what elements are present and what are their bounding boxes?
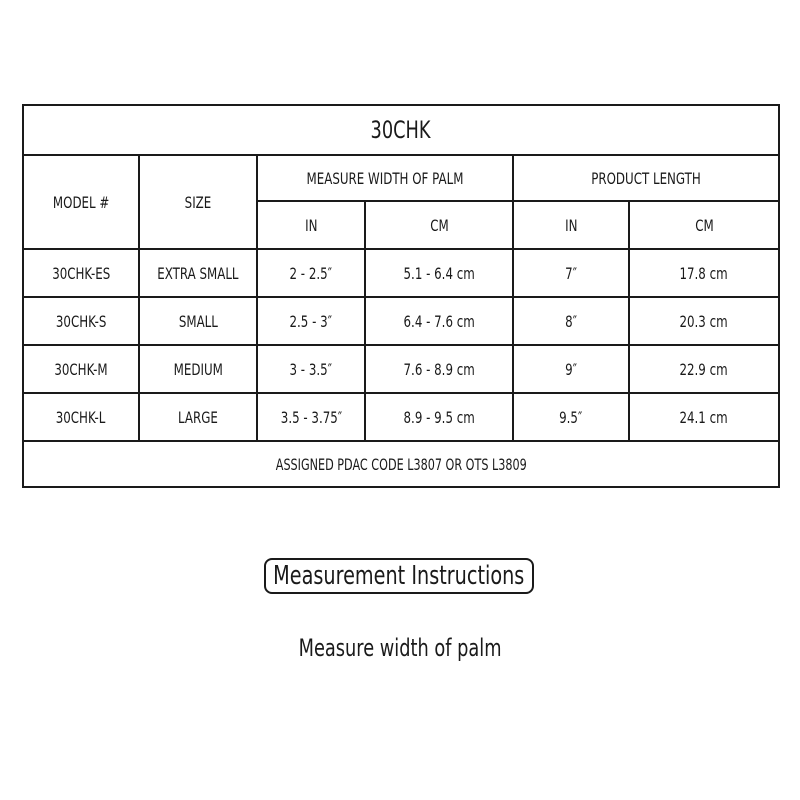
cell-size: MEDIUM — [139, 345, 257, 393]
table-row — [23, 345, 779, 393]
cell-model: 30CHK-L — [23, 393, 139, 441]
cell-model: 30CHK-M — [23, 345, 139, 393]
cell-length-cm: 17.8 cm — [629, 249, 779, 297]
table-header-row — [23, 155, 779, 201]
header-palm-cm: CM — [365, 201, 513, 249]
header-size: SIZE — [139, 155, 257, 249]
table-row — [23, 393, 779, 441]
header-palm-in: IN — [257, 201, 365, 249]
cell-palm-in: 2 - 2.5″ — [257, 249, 365, 297]
cell-palm-cm: 6.4 - 7.6 cm — [365, 297, 513, 345]
cell-palm-in: 3.5 - 3.75″ — [257, 393, 365, 441]
table-row — [23, 297, 779, 345]
cell-length-in: 7″ — [513, 249, 629, 297]
cell-model: 30CHK-ES — [23, 249, 139, 297]
cell-size: EXTRA SMALL — [139, 249, 257, 297]
size-chart-table — [22, 104, 780, 488]
cell-palm-cm: 7.6 - 8.9 cm — [365, 345, 513, 393]
cell-size: SMALL — [139, 297, 257, 345]
cell-palm-in: 3 - 3.5″ — [257, 345, 365, 393]
cell-length-in: 9″ — [513, 345, 629, 393]
cell-palm-cm: 5.1 - 6.4 cm — [365, 249, 513, 297]
measurement-instructions-body: Measure width of palm — [298, 634, 502, 662]
cell-model: 30CHK-S — [23, 297, 139, 345]
table-footer-row — [23, 441, 779, 487]
cell-palm-cm: 8.9 - 9.5 cm — [365, 393, 513, 441]
cell-size: LARGE — [139, 393, 257, 441]
measurement-instructions-text — [200, 634, 600, 662]
header-length-in: IN — [513, 201, 629, 249]
table-title-row — [23, 105, 779, 155]
header-model: MODEL # — [23, 155, 139, 249]
table-title: 30CHK — [23, 105, 779, 155]
header-length-cm: CM — [629, 201, 779, 249]
table-row — [23, 249, 779, 297]
cell-length-in: 9.5″ — [513, 393, 629, 441]
cell-length-cm: 22.9 cm — [629, 345, 779, 393]
cell-length-in: 8″ — [513, 297, 629, 345]
measurement-instructions-label: Measurement Instructions — [273, 561, 525, 591]
cell-palm-in: 2.5 - 3″ — [257, 297, 365, 345]
pdac-code-note: ASSIGNED PDAC CODE L3807 OR OTS L3809 — [23, 441, 779, 487]
cell-length-cm: 20.3 cm — [629, 297, 779, 345]
header-palm-width: MEASURE WIDTH OF PALM — [257, 155, 513, 201]
measurement-instructions-heading — [264, 558, 534, 594]
cell-length-cm: 24.1 cm — [629, 393, 779, 441]
header-product-length: PRODUCT LENGTH — [513, 155, 779, 201]
